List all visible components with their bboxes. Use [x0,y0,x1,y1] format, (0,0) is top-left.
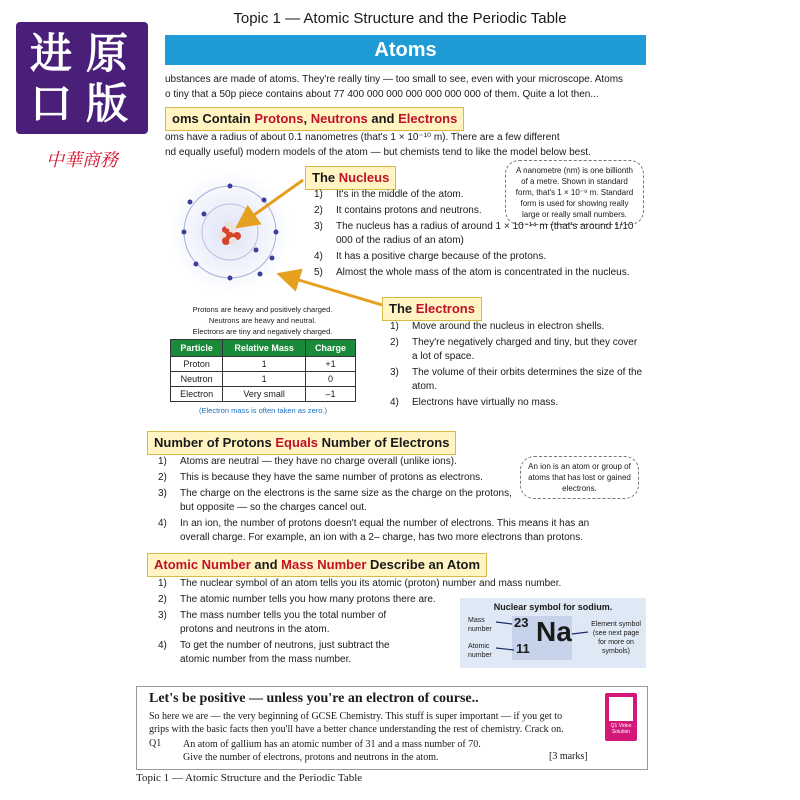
list-item: 2) This is because they have the same number of protons as electrons. [158,472,483,483]
item-text: This is because they have the same number of protons as electrons. [180,472,483,483]
atomic-label: Atomic number [468,643,492,659]
table-cell: –1 [305,387,355,402]
symbol-arrows [460,598,646,668]
logo-char: 版 [86,79,129,128]
logo-char: 原 [86,29,129,78]
nucleus-label [305,166,396,190]
table-cell: Very small [223,387,306,402]
element-note: Element symbol (see next page for more on symbols) [591,621,641,655]
item-text: The mass number tells you the total number of protons and neutrons in the atom. [180,610,387,635]
table-header-row [171,340,356,357]
video-solution-label: Q1 Video Solution [610,723,632,735]
atomic-number: 11 [516,641,530,656]
list-item: 3) The mass number tells you the total number of protons and neutrons in the atom. [158,610,387,635]
label-text: The [312,170,339,185]
intro-line: o tiny that a 50p piece contains about 77 400 000 000 000 000 000 000 of them. Quite a lot then... [165,89,599,100]
table-footnote: (Electron mass is often taken as zero.) [199,406,327,415]
table-row [171,357,356,372]
item-text: Electrons have virtually no mass. [412,397,559,408]
mass-label: Mass number [468,617,492,633]
heading-text: and [367,111,399,126]
logo-char: 进 [30,29,73,78]
nucleus-arrow [240,180,303,225]
question-line: An atom of gallium has an atomic number of 31 and a mass number of 70. [183,739,481,750]
heading-text: Neutrons [310,111,368,126]
caption-line: Protons are heavy and positively charged. [192,305,333,314]
body-line: oms have a radius of about 0.1 nanometres (that's 1 × 10⁻¹⁰ m). There are a few different [165,132,560,143]
item-text: To get the number of neutrons, just subtract the atomic number from the mass number. [180,640,390,665]
nanometre-note: A nanometre (nm) is one billionth of a metre. Shown in standard form, that's 1 × 10⁻⁹ m. Standard form is used for showing really large or really small numbers. [505,160,644,225]
body-line: grips with the basic facts then you'll have a better chance understanding the rest of chemistry. Crack on. [149,724,564,735]
atomic-arrow [496,648,514,650]
electrons-label [382,297,482,321]
question-line: Give the number of electrons, protons and neutrons in the atom. [183,752,439,763]
list-item: 1) Move around the nucleus in electron shells. [390,321,605,332]
item-text: Atoms are neutral — they have no charge overall (unlike ions). [180,456,457,467]
list-item: 4) In an ion, the number of protons doesn't equal the number of electrons. This means it has an overall charge. For example, an ion with a 2– charge, has two more electrons than protons. [158,518,590,543]
page-title: Atoms [165,35,646,65]
list-item: 3) The volume of their orbits determines the size of the atom. [390,367,643,392]
particle-caption [170,304,355,337]
heading-text: Atomic Number [154,557,251,572]
heading-text: Protons [254,111,304,126]
nucleus-list [314,188,644,282]
list-item: 1) It's in the middle of the atom. [314,189,464,200]
item-text: It has a positive charge because of the protons. [336,251,547,262]
item-text: Move around the nucleus in electron shells. [412,321,605,332]
section-heading-protons-electrons [147,431,456,455]
caption-line: Neutrons are heavy and neutral. [208,316,317,325]
list-item: 1) The nuclear symbol of an atom tells you its atomic (proton) number and mass number. [158,578,562,589]
heading-text: Number of Protons [154,435,276,450]
video-solution-button[interactable] [605,693,637,741]
table-row [171,387,356,402]
ion-note: An ion is an atom or group of atoms that has lost or gained electrons. [520,456,639,499]
list-item: 4) It has a positive charge because of the protons. [314,251,547,262]
heading-text: Describe an Atom [366,557,481,572]
list-item: 2) They're negatively charged and tiny, but they cover a lot of space. [390,337,638,362]
summary-body [149,710,599,736]
item-text: The atomic number tells you how many protons there are. [180,594,436,605]
body-line: nd equally useful) modern models of the atom — but chemists tend to like the model below best. [165,147,591,158]
item-text: It's in the middle of the atom. [336,189,464,200]
table-cell: +1 [305,357,355,372]
column-header: Particle [171,340,223,357]
item-text: In an ion, the number of protons doesn't equal the number of electrons. This means it has an overall charge. For example, an ion with a 2– charge, has two more electrons than protons. [180,518,590,543]
column-header: Charge [305,340,355,357]
question-text [183,738,603,764]
heading-text: Number of Electrons [317,435,450,450]
heading-text: Electrons [398,111,458,126]
label-text: Electrons [415,301,475,316]
list-item: 4) Electrons have virtually no mass. [390,397,559,408]
caption-line: Electrons are tiny and negatively charged. [192,327,333,336]
intro-line: ubstances are made of atoms. They're really tiny — too small to see, even with your microscope. Atoms [165,74,624,85]
element-symbol: Na [536,616,572,647]
body-line: So here we are — the very beginning of GCSE Chemistry. This stuff is super important — if you get to [149,711,563,722]
question-label: Q1 [149,738,162,749]
label-text: Nucleus [338,170,390,185]
list-item: 2) The atomic number tells you how many protons there are. [158,594,436,605]
list-item: 4) To get the number of neutrons, just subtract the atomic number from the mass number. [158,640,390,665]
list-item: 3) The nucleus has a radius of around 1 × 10⁻¹⁴ m (that's around 1/10 000 of the radius of an atom) [314,221,634,246]
mass-arrow [496,622,512,624]
table-cell: Proton [171,357,223,372]
list-item: 2) It contains protons and neutrons. [314,205,482,216]
heading-text: oms Contain [172,111,255,126]
item-text: The nuclear symbol of an atom tells you its atomic (proton) number and mass number. [180,578,562,589]
particle-table [170,339,356,402]
table-cell: 1 [223,372,306,387]
table-cell: 1 [223,357,306,372]
table-cell: 0 [305,372,355,387]
section-heading-atomic-mass [147,553,487,577]
heading-text: and [250,557,282,572]
item-text: The nucleus has a radius of around 1 × 10⁻¹⁴ m (that's around 1/10 000 of the radius of an atom) [336,221,634,246]
marks: [3 marks] [549,751,588,762]
item-text: Almost the whole mass of the atom is concentrated in the nucleus. [336,267,630,278]
table-cell: Electron [171,387,223,402]
column-header: Relative Mass [223,340,306,357]
summary-title: Let's be positive — unless you're an electron of course.. [149,691,479,706]
sodium-title: Nuclear symbol for sodium. [493,602,613,612]
mass-number: 23 [514,615,529,630]
list-item: 5) Almost the whole mass of the atom is concentrated in the nucleus. [314,267,630,278]
item-text: The volume of their orbits determines the size of the atom. [412,367,643,392]
table-row [171,372,356,387]
symbol-arrow [572,632,588,634]
page-footer: Topic 1 — Atomic Structure and the Periodic Table [136,772,363,784]
logo-char: 口 [30,79,73,128]
item-text: The charge on the electrons is the same size as the charge on the protons, but opposite — so the charges cancel out. [180,488,512,513]
sodium-symbol-box [460,598,646,668]
heading-text: , [303,111,311,126]
logo-subtitle: 中華商務 [46,150,118,171]
summary-box [136,686,648,770]
qr-code-icon [609,697,633,721]
page-header: Topic 1 — Atomic Structure and the Periodic Table [233,10,567,27]
list-item: 3) The charge on the electrons is the same size as the charge on the protons, but opposite — so the charges cancel out. [158,488,512,513]
heading-text: Equals [275,435,318,450]
label-text: The [389,301,416,316]
table-cell: Neutron [171,372,223,387]
item-text: It contains protons and neutrons. [336,205,482,216]
list-item: 1) Atoms are neutral — they have no charge overall (unlike ions). [158,456,457,467]
item-text: They're negatively charged and tiny, but they cover a lot of space. [412,337,638,362]
heading-text: Mass Number [281,557,367,572]
electrons-list [390,320,645,412]
